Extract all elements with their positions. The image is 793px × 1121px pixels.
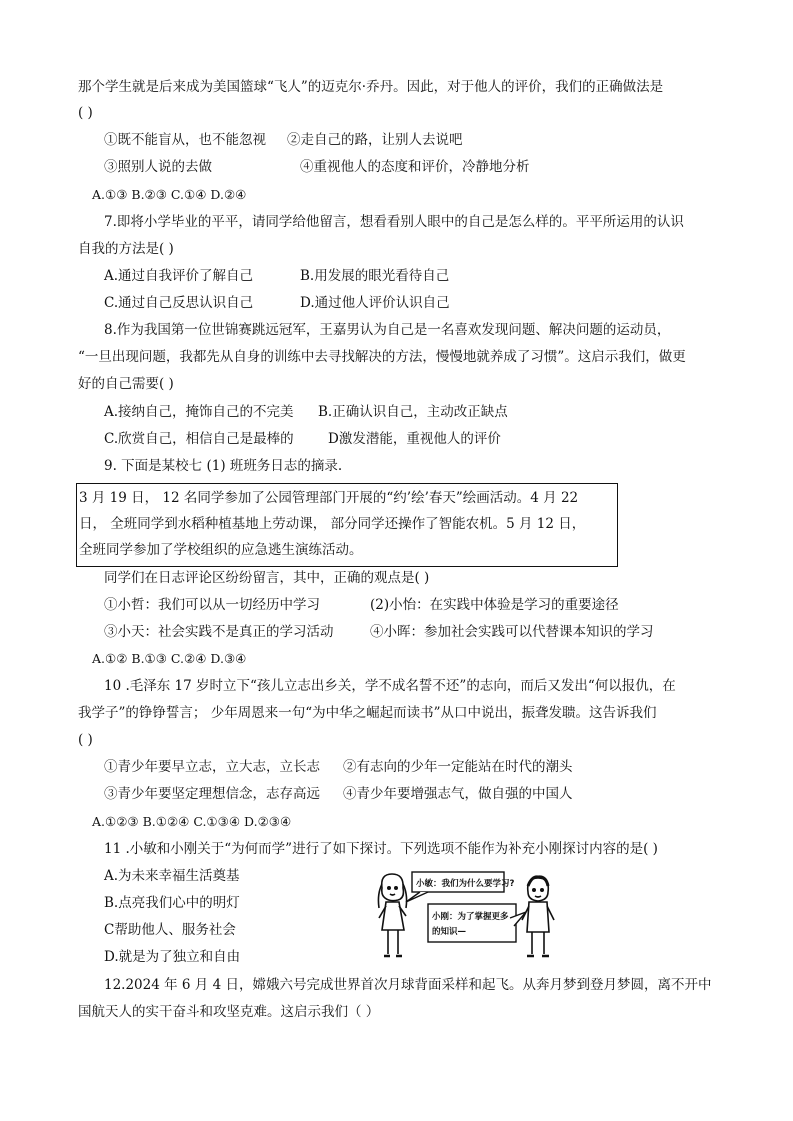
q10-option-2: ②有志向的少年一定能站在时代的潮头 [343,759,573,775]
q10-stem-line2: 我学子”的铮铮誓言； 少年周恩来一句“为中华之崛起而读书”从口中说出，振聋发聩。这告诉我们 [78,705,657,721]
q8-stem-line2: “一旦出现问题，我都先从自身的训练中去寻找解决的方法，慢慢地就养成了习惯”。这启示我们，做更 [78,349,686,365]
q10-option-4: ④青少年要增强志气，做自强的中国人 [343,786,573,802]
q11-choice-a: A.为未来幸福生活奠基 [104,868,240,884]
q9-title: 9. 下面是某校七 (1) 班班务日志的摘录. [104,458,343,474]
q8-choice-d: D激发潜能，重视他人的评价 [328,431,501,447]
speech-bubble-2-text-line2: 的知识— [432,927,467,937]
q7-stem-line2: 自我的方法是( ) [78,241,174,257]
q7-stem-line1: 7.即将小学毕业的平平，请同学给他留言，想看看别人眼中的自己是怎么样的。平平所运用的认识 [104,214,684,230]
q8-choice-c: C.欣赏自己，相信自己是最棒的 [104,431,294,447]
q6-stem-line1: 那个学生就是后来成为美国篮球“飞人”的迈克尔·乔丹。因此，对于他人的评价，我们的正确做法是 [78,79,664,95]
q9-choices: A.①② B.①③ C.②④ D.③④ [92,651,247,666]
q9-log-line1: 3 月 19 日， 12 名同学参加了公园管理部门开展的“约’绘’春天”绘画活动。4 月 22 [79,490,579,506]
speech-bubble-1-text: 小敏：我们为什么要学习? [416,879,515,889]
q10-answer-blank: ( ) [78,732,93,748]
q8-choice-a: A.接纳自己，掩饰自己的不完美 [104,404,294,420]
boy-figure-icon [522,877,554,956]
q7-choice-c: C.通过自己反思认识自己 [104,295,254,311]
q11-choice-b: B.点亮我们心中的明灯 [104,895,240,911]
q6-answer-blank: ( ) [78,105,93,121]
q11-dialogue-cartoon [376,868,556,966]
q7-choice-a: A.通过自我评价了解自己 [104,268,254,284]
q7-choice-d: D.通过他人评价认识自己 [300,295,450,311]
q11-choice-c: C帮助他人、服务社会 [104,922,236,938]
q8-stem-line3: 好的自己需要( ) [78,376,174,392]
q12-stem-line1: 12.2024 年 6 月 4 日，嫦娥六号完成世界首次月球背面采样和起飞。从奔月梦到登月梦圆，离不开中 [104,977,712,993]
q8-stem-line1: 8.作为我国第一位世锦赛跳远冠军，王嘉男认为自己是一名喜欢发现问题、解决问题的运动员， [104,322,671,338]
q10-stem-line1: 10 .毛泽东 17 岁时立下“孩儿立志出乡关，学不成名誓不还”的志向，而后又发出“何以报仇，在 [104,678,676,694]
q9-log-line3: 全班同学参加了学校组织的应急逃生演练活动。 [79,542,363,558]
q9-log-line2: 日， 全班同学到水稻种植基地上劳动课， 部分同学还操作了智能农机。5 月 12 日， [79,516,586,532]
q10-option-3: ③青少年要坚定理想信念，志存高远 [104,786,320,802]
q6-choices: A.①③ B.②③ C.①④ D.②④ [92,187,247,202]
q11-choice-d: D.就是为了独立和自由 [104,949,241,965]
girl-figure-icon [378,874,406,956]
q9-option-4: ④小晖：参加社会实践可以代替课本知识的学习 [370,624,654,640]
q6-option-3: ③照别人说的去做 [104,159,212,175]
q8-choice-b: B.正确认识自己，主动改正缺点 [318,404,508,420]
q7-choice-b: B.用发展的眼光看待自己 [300,268,450,284]
q6-option-2: ②走自己的路，让别人去说吧 [287,132,463,148]
q9-stem: 同学们在日志评论区纷纷留言，其中，正确的观点是( ) [104,570,430,586]
q10-choices: A.①②③ B.①②④ C.①③④ D.②③④ [92,814,292,829]
speech-bubble-2-text-line1: 小刚：为了掌握更多 [432,912,509,922]
q9-option-1: ①小哲：我们可以从一切经历中学习 [104,597,320,613]
q11-stem: 11 .小敏和小刚关于“为何而学”进行了如下探讨。下列选项不能作为补充小刚探讨内容的是( ) [104,841,658,857]
q6-option-4: ④重视他人的态度和评价，冷静地分析 [300,159,530,175]
q9-option-2: (2)小怡：在实践中体验是学习的重要途径 [370,597,619,613]
q9-log-box [76,483,618,567]
q12-stem-line2: 国航天人的实干奋斗和攻坚克难。这启示我们（ ） [78,1004,380,1020]
q10-option-1: ①青少年要早立志，立大志，立长志 [104,759,320,775]
q9-option-3: ③小天：社会实践不是真正的学习活动 [104,624,334,640]
q6-option-1: ①既不能盲从，也不能忽视 [104,132,266,148]
